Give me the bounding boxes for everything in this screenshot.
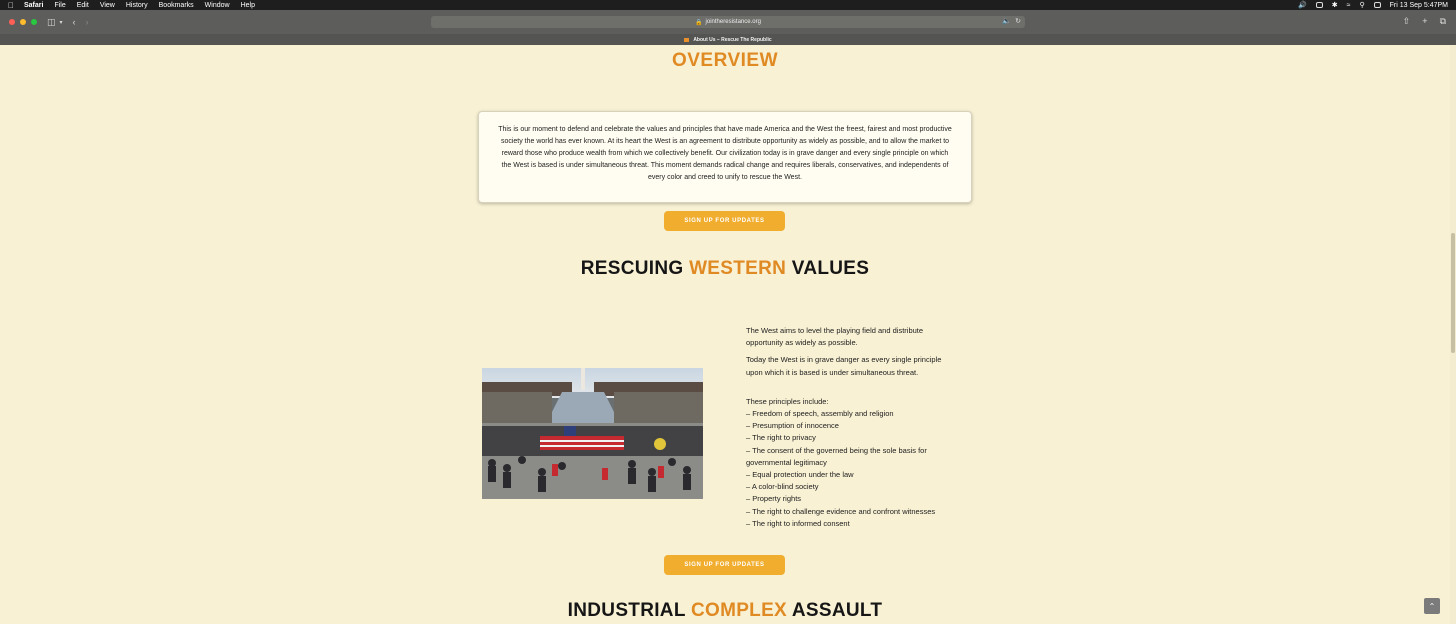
apple-icon[interactable] <box>8 1 14 10</box>
address-bar[interactable] <box>431 16 1025 28</box>
page-scrollbar[interactable] <box>1450 45 1456 624</box>
heading-accent: WESTERN <box>689 258 787 279</box>
tab-bar <box>0 34 1456 45</box>
overview-text: This is our moment to defend and celebrate the values and principles that have made America and the West the freest, fairest and most productive society the world has ever known. At its heart the West is an agreement to distribute opportunity as widely as possible, and to allow the market to reward those who produce wealth from which we collectively benefit. Our civilization today is in grave danger and every single principle on which the West is based is under simultaneous threat. This moment demands radical change and requires liberals, conservatives, and independents of every color and creed to unify to rescue the West. <box>498 126 952 181</box>
principle-item: – The right to privacy <box>746 433 816 443</box>
menu-view[interactable]: View <box>93 1 109 9</box>
rally-photo <box>482 368 703 499</box>
sidebar-icon[interactable]: ◫ <box>47 16 56 27</box>
heading-text: VALUES <box>786 258 870 279</box>
search-icon[interactable]: ⚲ <box>1359 2 1365 9</box>
heading-text: ASSAULT <box>787 600 883 621</box>
principle-item: – A color-blind society <box>746 482 819 492</box>
favicon-icon <box>684 38 689 42</box>
heading-text: RESCUING <box>580 258 690 279</box>
heading-accent: COMPLEX <box>690 600 788 621</box>
chevron-down-icon[interactable]: ▾ <box>59 19 63 26</box>
rally-photo-image <box>482 368 703 499</box>
status-area <box>1298 1 1448 9</box>
principles-intro: These principles include: <box>746 396 829 406</box>
principle-item: – Equal protection under the law <box>746 470 854 480</box>
menu-history[interactable]: History <box>119 1 142 9</box>
principle-item: – The right to informed consent <box>746 518 850 528</box>
overview-card <box>478 111 972 203</box>
menu-file[interactable]: File <box>48 1 60 9</box>
menu-help[interactable]: Help <box>234 1 249 9</box>
menu-bar <box>0 0 1456 10</box>
reload-icon[interactable]: ↻ <box>1015 18 1021 25</box>
principle-item: – Freedom of speech, assembly and religion <box>746 409 894 419</box>
industrial-heading <box>0 600 1450 622</box>
control-center-icon[interactable] <box>1374 2 1381 8</box>
close-window-button[interactable] <box>9 19 15 25</box>
values-paragraph-1: The West aims to level the playing field and distribute opportunity as widely as possible. <box>746 326 924 348</box>
values-paragraph-2: Today the West is in grave danger as every single principle upon which it is based is under simultaneous threat. <box>746 355 942 377</box>
wifi-icon[interactable]: ≈ <box>1346 1 1351 9</box>
scroll-to-top-icon[interactable]: ⌃ <box>1424 598 1440 614</box>
menu-edit[interactable]: Edit <box>70 1 83 9</box>
zoom-window-button[interactable] <box>31 19 37 25</box>
sign-up-button[interactable]: SIGN UP FOR UPDATES <box>664 555 785 575</box>
rescuing-heading <box>0 258 1450 280</box>
bluetooth-icon[interactable]: ✱ <box>1331 2 1338 9</box>
forward-icon[interactable]: › <box>85 17 89 27</box>
battery-icon[interactable] <box>1316 2 1323 8</box>
principle-item: – The consent of the governed being the sole basis for governmental legitimacy <box>746 445 927 467</box>
menu-bookmarks[interactable]: Bookmarks <box>152 1 188 9</box>
new-tab-icon[interactable]: + <box>1422 16 1428 26</box>
sign-up-button[interactable]: SIGN UP FOR UPDATES <box>664 211 785 231</box>
browser-toolbar <box>0 10 1456 34</box>
back-icon[interactable]: ‹ <box>72 17 76 27</box>
principle-item: – Property rights <box>746 494 802 504</box>
principle-item: – The right to challenge evidence and confront witnesses <box>746 506 936 516</box>
toolbar-right <box>1403 16 1446 27</box>
scrollbar-thumb[interactable] <box>1451 233 1455 353</box>
heading-text: INDUSTRIAL <box>567 600 691 621</box>
menu-window[interactable]: Window <box>198 1 224 9</box>
lock-icon: 🔒 <box>695 19 703 26</box>
menu-clock[interactable]: Fri 13 Sep 5:47PM <box>1389 1 1448 9</box>
window-controls <box>9 19 37 25</box>
overview-heading: OVERVIEW <box>671 50 779 71</box>
url-text: jointheresistance.org <box>705 19 761 25</box>
minimize-window-button[interactable] <box>20 19 26 25</box>
tab-overview-icon[interactable]: ⧉ <box>1439 16 1446 26</box>
audio-icon[interactable]: 🔈 <box>1002 18 1011 25</box>
active-tab-title[interactable]: About Us – Rescue The Republic <box>693 36 772 43</box>
menu-app-name[interactable]: Safari <box>18 1 38 9</box>
web-page <box>0 45 1450 624</box>
share-icon[interactable]: ⇧ <box>1402 16 1411 26</box>
volume-icon[interactable]: 🔊 <box>1298 2 1307 9</box>
values-text-column <box>746 325 958 530</box>
principle-item: – Presumption of innocence <box>746 421 839 431</box>
